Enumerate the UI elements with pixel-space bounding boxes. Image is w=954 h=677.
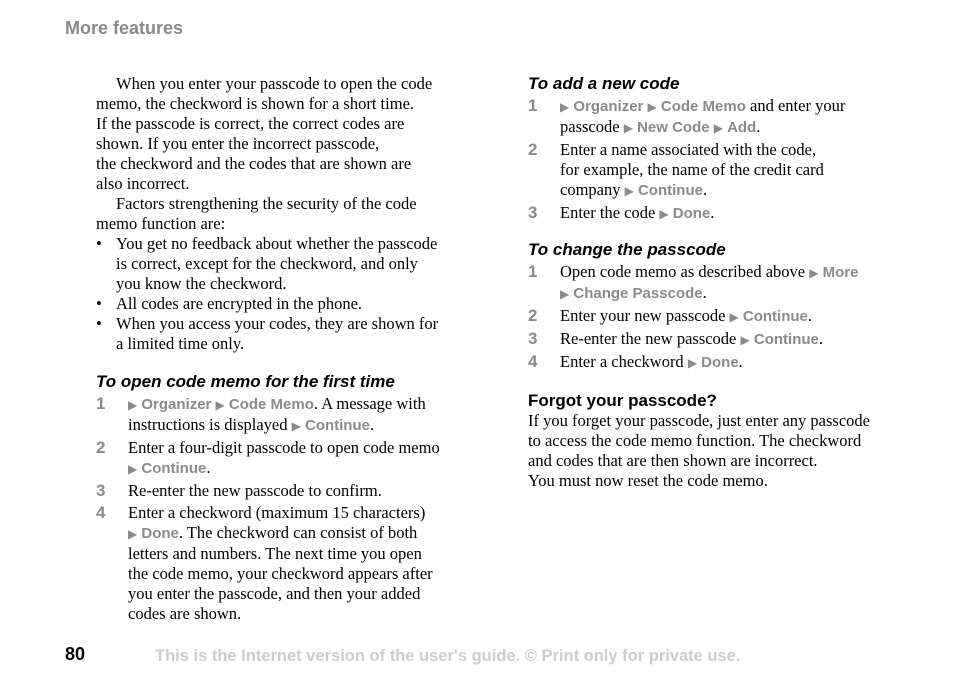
section-heading: To open code memo for the first time [96, 372, 395, 391]
left-column [96, 74, 471, 624]
menu-item: New Code [637, 119, 710, 136]
step-item: 4 Enter a checkword (maximum 15 characters) ▶ Done. The checkword can consist of both letters and numbers. The next time you open the code memo, your checkword appears after you enter the passcode, and then your added codes are shown. [96, 503, 433, 623]
bullet-item: • When you access your codes, they are shown for a limited time only. [96, 314, 471, 354]
arrow-icon: ▶ [215, 398, 225, 412]
arrow-icon: ▶ [128, 398, 138, 412]
step-number: 4 [96, 503, 106, 522]
menu-item: Organizer [141, 396, 212, 413]
step-number: 1 [528, 262, 538, 281]
step-number: 3 [96, 481, 106, 500]
arrow-icon: ▶ [560, 100, 570, 114]
bullet-item: • All codes are encrypted in the phone. [96, 294, 471, 314]
menu-item: Code Memo [660, 98, 746, 115]
menu-item: Change Passcode [573, 285, 703, 302]
section-heading: To change the passcode [528, 240, 726, 259]
arrow-icon: ▶ [809, 266, 819, 280]
menu-item: Organizer [573, 98, 644, 115]
step-item: 1 Open code memo as described above ▶ More ▶ Change Passcode. [528, 262, 859, 302]
step-item: 3 Re-enter the new passcode to confirm. [96, 481, 382, 500]
bullet-item: • You get no feedback about whether the passcode is correct, except for the checkword, and only you know the checkword. [96, 234, 471, 294]
menu-item: Continue [753, 331, 819, 348]
menu-item: Code Memo [228, 396, 314, 413]
menu-item: Continue [141, 460, 207, 477]
step-number: 2 [528, 306, 538, 325]
step-number: 1 [528, 96, 538, 115]
step-item: 2 Enter your new passcode ▶ Continue. [528, 306, 813, 325]
menu-item: Continue [637, 182, 703, 199]
step-item: 3 Enter the code ▶ Done. [528, 203, 715, 222]
arrow-icon: ▶ [560, 287, 570, 301]
intro-paragraph: When you enter your passcode to open the code memo, the checkword is shown for a short time. If the passcode is correct, the correct codes are shown. If you enter the incorrect passcode, the checkword and the codes that are shown are also incorrect. [96, 74, 433, 193]
arrow-icon: ▶ [128, 527, 138, 541]
step-item: 4 Enter a checkword ▶ Done. [528, 352, 743, 371]
arrow-icon: ▶ [128, 462, 138, 476]
arrow-icon: ▶ [713, 121, 723, 135]
menu-item: Done [672, 205, 711, 222]
step-item: 1 ▶ Organizer ▶ Code Memo and enter your passcode ▶ New Code ▶ Add. [528, 96, 846, 136]
page-header: More features [65, 18, 184, 38]
arrow-icon: ▶ [729, 310, 739, 324]
step-number: 2 [96, 438, 106, 457]
forgot-paragraph: If you forget your passcode, just enter any passcode to access the code memo function. The checkword and codes that are then shown are incorrect. You must now reset the code memo. [528, 411, 870, 490]
step-item: 3 Re-enter the new passcode ▶ Continue. [528, 329, 823, 348]
step-item: 1 ▶ Organizer ▶ Code Memo. A message with instructions is displayed ▶ Continue. [96, 394, 426, 434]
arrow-icon: ▶ [623, 121, 633, 135]
right-column [528, 74, 908, 491]
step-number: 1 [96, 394, 106, 413]
page-number: 80 [65, 644, 86, 664]
arrow-icon: ▶ [624, 184, 634, 198]
menu-item: More [822, 264, 859, 281]
step-number: 2 [528, 140, 538, 159]
arrow-icon: ▶ [659, 207, 669, 221]
step-item: 2 Enter a name associated with the code, for example, the name of the credit card company ▶ Continue. [528, 140, 824, 199]
step-number: 4 [528, 352, 538, 371]
step-item: 2 Enter a four-digit passcode to open code memo ▶ Continue. [96, 438, 440, 477]
arrow-icon: ▶ [740, 333, 750, 347]
arrow-icon: ▶ [291, 419, 301, 433]
section-heading: Forgot your passcode? [528, 391, 717, 410]
section-heading: To add a new code [528, 74, 680, 93]
menu-item: Done [141, 525, 179, 542]
arrow-icon: ▶ [647, 100, 657, 114]
menu-item: Continue [742, 308, 808, 325]
factors-paragraph: Factors strengthening the security of the code memo function are: [96, 194, 417, 233]
menu-item: Done [701, 354, 739, 371]
arrow-icon: ▶ [687, 356, 698, 370]
menu-item: Continue [304, 417, 370, 434]
menu-item: Add [727, 119, 757, 136]
step-number: 3 [528, 203, 538, 222]
footer-notice: This is the Internet version of the user's guide. © Print only for private use. [155, 647, 741, 665]
step-number: 3 [528, 329, 538, 348]
